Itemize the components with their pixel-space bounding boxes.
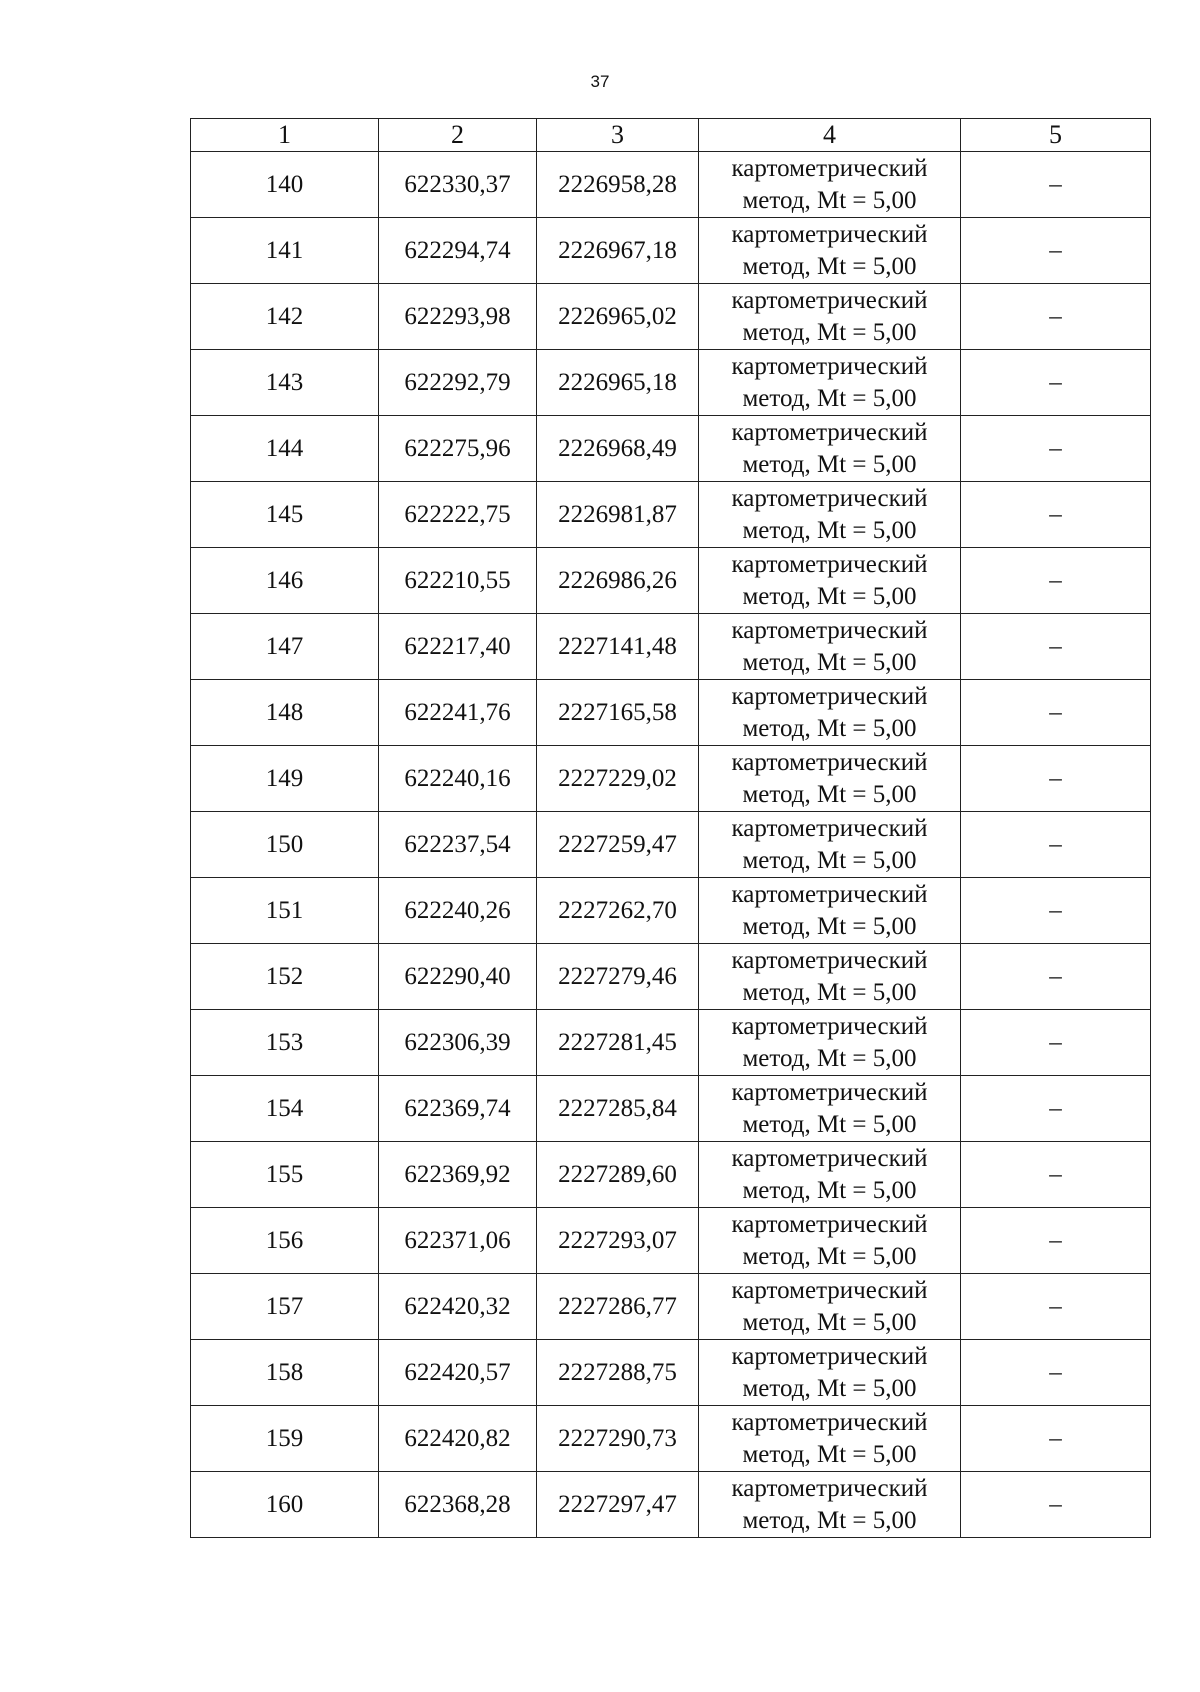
table-row: [191, 416, 1151, 482]
table-body: [191, 152, 1151, 1538]
note-cell: –: [961, 878, 1151, 944]
point-number: 145: [191, 482, 379, 548]
coordinate-x: 622292,79: [379, 350, 537, 416]
note-cell: –: [961, 680, 1151, 746]
coordinate-y: 2227290,73: [537, 1406, 699, 1472]
table-row: [191, 1406, 1151, 1472]
table-row: [191, 944, 1151, 1010]
method-line-2: метод, Mt = 5,00: [742, 714, 917, 742]
method-line-1: картометрический: [731, 1474, 928, 1502]
method-line-2: метод, Mt = 5,00: [742, 318, 917, 346]
method-cell: [699, 812, 961, 878]
note-cell: –: [961, 416, 1151, 482]
method-cell: [699, 218, 961, 284]
coordinate-x: 622306,39: [379, 1010, 537, 1076]
point-number: 157: [191, 1274, 379, 1340]
coordinate-x: 622330,37: [379, 152, 537, 218]
method-cell: [699, 1340, 961, 1406]
method-line-1: картометрический: [731, 1276, 928, 1304]
point-number: 159: [191, 1406, 379, 1472]
table-row: [191, 614, 1151, 680]
method-cell: [699, 878, 961, 944]
column-header: 4: [699, 119, 961, 152]
table-row: [191, 1274, 1151, 1340]
column-header: 2: [379, 119, 537, 152]
coordinate-y: 2227289,60: [537, 1142, 699, 1208]
method-line-1: картометрический: [731, 352, 928, 380]
note-cell: –: [961, 812, 1151, 878]
table-row: [191, 680, 1151, 746]
method-line-1: картометрический: [731, 682, 928, 710]
method-line-1: картометрический: [731, 880, 928, 908]
note-cell: –: [961, 350, 1151, 416]
method-cell: [699, 350, 961, 416]
method-line-1: картометрический: [731, 484, 928, 512]
note-cell: –: [961, 284, 1151, 350]
point-number: 154: [191, 1076, 379, 1142]
method-line-2: метод, Mt = 5,00: [742, 912, 917, 940]
method-line-2: метод, Mt = 5,00: [742, 1044, 917, 1072]
coordinate-x: 622240,16: [379, 746, 537, 812]
method-line-2: метод, Mt = 5,00: [742, 450, 917, 478]
method-line-2: метод, Mt = 5,00: [742, 1506, 917, 1534]
note-cell: –: [961, 1472, 1151, 1538]
method-line-1: картометрический: [731, 814, 928, 842]
method-line-1: картометрический: [731, 748, 928, 776]
note-cell: –: [961, 548, 1151, 614]
table-row: [191, 548, 1151, 614]
point-number: 144: [191, 416, 379, 482]
coordinate-x: 622240,26: [379, 878, 537, 944]
point-number: 146: [191, 548, 379, 614]
method-line-1: картометрический: [731, 1078, 928, 1106]
coordinate-x: 622369,74: [379, 1076, 537, 1142]
coordinate-x: 622241,76: [379, 680, 537, 746]
coordinate-x: 622275,96: [379, 416, 537, 482]
method-line-1: картометрический: [731, 550, 928, 578]
method-cell: [699, 1406, 961, 1472]
note-cell: –: [961, 1142, 1151, 1208]
method-line-2: метод, Mt = 5,00: [742, 1440, 917, 1468]
point-number: 158: [191, 1340, 379, 1406]
point-number: 141: [191, 218, 379, 284]
coordinate-y: 2227262,70: [537, 878, 699, 944]
coordinate-x: 622420,57: [379, 1340, 537, 1406]
method-line-2: метод, Mt = 5,00: [742, 648, 917, 676]
coordinate-x: 622237,54: [379, 812, 537, 878]
method-cell: [699, 1076, 961, 1142]
point-number: 149: [191, 746, 379, 812]
note-cell: –: [961, 482, 1151, 548]
table-row: [191, 1208, 1151, 1274]
point-number: 155: [191, 1142, 379, 1208]
method-cell: [699, 548, 961, 614]
method-line-1: картометрический: [731, 1012, 928, 1040]
method-line-1: картометрический: [731, 1210, 928, 1238]
method-line-1: картометрический: [731, 1144, 928, 1172]
coordinate-y: 2226958,28: [537, 152, 699, 218]
note-cell: –: [961, 1406, 1151, 1472]
note-cell: –: [961, 1340, 1151, 1406]
table-row: [191, 1472, 1151, 1538]
point-number: 140: [191, 152, 379, 218]
method-cell: [699, 1010, 961, 1076]
coordinate-x: 622368,28: [379, 1472, 537, 1538]
coordinate-x: 622290,40: [379, 944, 537, 1010]
table-row: [191, 350, 1151, 416]
note-cell: –: [961, 152, 1151, 218]
point-number: 148: [191, 680, 379, 746]
method-line-1: картометрический: [731, 1342, 928, 1370]
coordinate-x: 622222,75: [379, 482, 537, 548]
coordinate-y: 2227297,47: [537, 1472, 699, 1538]
method-cell: [699, 1208, 961, 1274]
method-cell: [699, 152, 961, 218]
method-cell: [699, 1472, 961, 1538]
point-number: 152: [191, 944, 379, 1010]
page-number: 37: [590, 72, 610, 91]
coordinate-y: 2226981,87: [537, 482, 699, 548]
coordinate-y: 2226965,18: [537, 350, 699, 416]
method-line-2: метод, Mt = 5,00: [742, 1374, 917, 1402]
method-cell: [699, 482, 961, 548]
coordinate-x: 622293,98: [379, 284, 537, 350]
coordinate-y: 2227229,02: [537, 746, 699, 812]
method-line-1: картометрический: [731, 220, 928, 248]
method-line-2: метод, Mt = 5,00: [742, 516, 917, 544]
method-cell: [699, 1274, 961, 1340]
point-number: 160: [191, 1472, 379, 1538]
method-line-1: картометрический: [731, 154, 928, 182]
point-number: 156: [191, 1208, 379, 1274]
method-line-2: метод, Mt = 5,00: [742, 1110, 917, 1138]
coordinate-y: 2227285,84: [537, 1076, 699, 1142]
note-cell: –: [961, 944, 1151, 1010]
point-number: 147: [191, 614, 379, 680]
note-cell: –: [961, 1076, 1151, 1142]
method-line-1: картометрический: [731, 1408, 928, 1436]
method-cell: [699, 944, 961, 1010]
point-number: 150: [191, 812, 379, 878]
coordinate-y: 2227286,77: [537, 1274, 699, 1340]
method-line-2: метод, Mt = 5,00: [742, 252, 917, 280]
coordinate-x: 622420,32: [379, 1274, 537, 1340]
coordinate-x: 622420,82: [379, 1406, 537, 1472]
note-cell: –: [961, 1274, 1151, 1340]
note-cell: –: [961, 614, 1151, 680]
coordinates-table: [190, 118, 1151, 1538]
table-row: [191, 482, 1151, 548]
table-row: [191, 746, 1151, 812]
method-line-1: картометрический: [731, 946, 928, 974]
coordinate-y: 2226968,49: [537, 416, 699, 482]
method-line-1: картометрический: [731, 616, 928, 644]
coordinate-x: 622369,92: [379, 1142, 537, 1208]
coordinate-x: 622371,06: [379, 1208, 537, 1274]
column-header: 1: [191, 119, 379, 152]
method-cell: [699, 284, 961, 350]
column-header: 3: [537, 119, 699, 152]
header-row: [191, 119, 1151, 152]
coordinate-x: 622294,74: [379, 218, 537, 284]
method-line-2: метод, Mt = 5,00: [742, 978, 917, 1006]
table-row: [191, 1010, 1151, 1076]
table-row: [191, 284, 1151, 350]
column-header: 5: [961, 119, 1151, 152]
point-number: 153: [191, 1010, 379, 1076]
method-cell: [699, 1142, 961, 1208]
coordinate-y: 2227281,45: [537, 1010, 699, 1076]
method-line-1: картометрический: [731, 418, 928, 446]
coordinate-y: 2226967,18: [537, 218, 699, 284]
table-row: [191, 878, 1151, 944]
method-line-2: метод, Mt = 5,00: [742, 186, 917, 214]
method-cell: [699, 746, 961, 812]
method-cell: [699, 680, 961, 746]
method-line-2: метод, Mt = 5,00: [742, 384, 917, 412]
coordinate-y: 2227141,48: [537, 614, 699, 680]
coordinate-x: 622210,55: [379, 548, 537, 614]
coordinate-y: 2226965,02: [537, 284, 699, 350]
table-row: [191, 1340, 1151, 1406]
method-cell: [699, 416, 961, 482]
method-line-2: метод, Mt = 5,00: [742, 1176, 917, 1204]
note-cell: –: [961, 1010, 1151, 1076]
note-cell: –: [961, 746, 1151, 812]
method-line-2: метод, Mt = 5,00: [742, 846, 917, 874]
method-cell: [699, 614, 961, 680]
coordinate-y: 2227259,47: [537, 812, 699, 878]
table-row: [191, 1076, 1151, 1142]
table-row: [191, 812, 1151, 878]
point-number: 143: [191, 350, 379, 416]
point-number: 142: [191, 284, 379, 350]
coordinate-y: 2227293,07: [537, 1208, 699, 1274]
method-line-2: метод, Mt = 5,00: [742, 582, 917, 610]
table-row: [191, 218, 1151, 284]
note-cell: –: [961, 218, 1151, 284]
note-cell: –: [961, 1208, 1151, 1274]
coordinate-y: 2227165,58: [537, 680, 699, 746]
method-line-1: картометрический: [731, 286, 928, 314]
method-line-2: метод, Mt = 5,00: [742, 780, 917, 808]
coordinate-y: 2226986,26: [537, 548, 699, 614]
coordinate-x: 622217,40: [379, 614, 537, 680]
coordinate-y: 2227288,75: [537, 1340, 699, 1406]
method-line-2: метод, Mt = 5,00: [742, 1242, 917, 1270]
method-line-2: метод, Mt = 5,00: [742, 1308, 917, 1336]
table-row: [191, 1142, 1151, 1208]
table-row: [191, 152, 1151, 218]
point-number: 151: [191, 878, 379, 944]
coordinate-y: 2227279,46: [537, 944, 699, 1010]
